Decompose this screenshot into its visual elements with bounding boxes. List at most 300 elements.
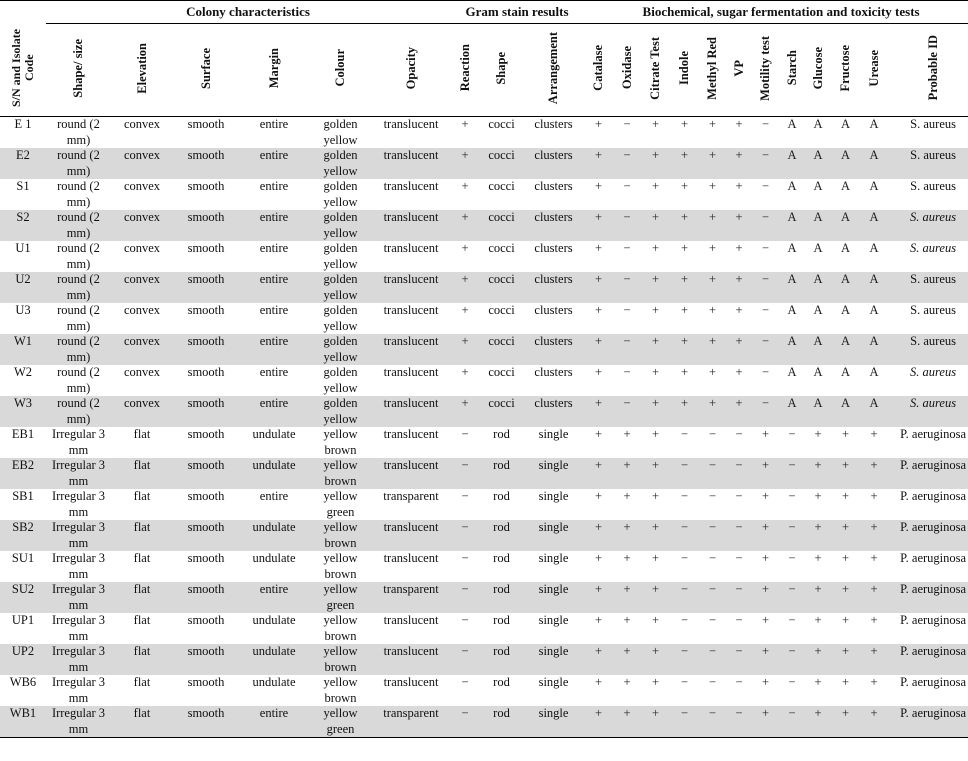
shape-size-cell: Irregular 3 mm [51,644,106,674]
column-header [860,24,888,117]
test-result-cell: + [870,427,878,441]
table-row [0,551,968,582]
column-header [309,24,372,117]
gram-reaction-cell: − [461,706,469,720]
test-result-cell: − [708,489,717,503]
test-result-cell: − [788,458,796,472]
column-header [173,24,239,117]
test-result-cell: − [761,179,770,193]
column-header [584,24,613,117]
test-result-cell: − [761,210,770,224]
test-result-cell: + [651,520,660,534]
isolate-code-cell: WB6 [9,675,37,689]
test-result-cell: − [623,241,631,255]
test-result-cell: + [870,613,878,627]
test-result-cell: − [623,272,631,286]
table-body [0,117,968,738]
gram-reaction-cell: + [461,117,469,131]
opacity-cell: transparent [383,489,439,503]
gram-reaction-cell: + [461,179,469,193]
probable-id-cell: S. aureus [910,241,957,255]
test-result-cell: + [680,179,689,193]
opacity-cell: translucent [383,148,439,162]
test-result-cell: A [841,334,851,348]
test-result-cell: + [841,644,850,658]
column-header [831,24,860,117]
opacity-cell: translucent [383,520,439,534]
gram-shape-cell: rod [493,582,510,596]
test-result-cell: + [594,644,603,658]
test-result-cell: − [708,427,717,441]
test-result-cell: − [680,582,689,596]
test-result-cell: + [623,458,631,472]
table-row [0,427,968,458]
gram-shape-cell: cocci [488,241,515,255]
colour-cell: golden yellow [323,148,358,178]
colour-cell: golden yellow [323,241,358,271]
test-result-cell: + [594,303,603,317]
surface-cell: smooth [187,458,225,472]
opacity-cell: translucent [383,396,439,410]
test-result-cell: − [788,427,796,441]
test-result-cell: A [787,365,797,379]
test-result-cell: − [708,582,717,596]
test-result-cell: + [814,458,822,472]
test-result-cell: − [735,675,743,689]
test-result-cell: − [708,675,717,689]
gram-reaction-cell: − [461,551,469,565]
test-result-cell: + [761,551,770,565]
margin-cell: entire [259,272,289,286]
test-result-cell: − [788,706,796,720]
probable-id-cell: P. aeruginosa [900,644,967,658]
isolate-code-cell: SB2 [12,520,34,534]
test-result-cell: − [761,117,770,131]
isolate-code-cell: U2 [15,272,31,286]
gram-shape-cell: cocci [488,179,515,193]
test-result-cell: − [680,675,689,689]
shape-size-cell: Irregular 3 mm [51,551,106,581]
probable-id-cell: P. aeruginosa [900,675,967,689]
test-result-cell: + [841,675,850,689]
column-header [372,24,450,117]
table-row [0,210,968,241]
test-result-cell: + [651,303,660,317]
test-result-cell: + [594,272,603,286]
column-header-label: Shape [494,51,508,85]
test-result-cell: − [761,334,770,348]
gram-shape-cell: rod [493,520,510,534]
test-result-cell: − [708,520,717,534]
test-result-cell: + [594,675,603,689]
margin-cell: undulate [252,427,296,441]
gram-shape-cell: rod [493,427,510,441]
table-row [0,334,968,365]
gram-reaction-cell: − [461,644,469,658]
gram-reaction-cell: − [461,427,469,441]
gram-shape-cell: rod [493,489,510,503]
test-result-cell: + [623,427,631,441]
test-result-cell: + [841,551,850,565]
table-row [0,706,968,738]
test-result-cell: + [651,489,660,503]
probable-id-cell: P. aeruginosa [900,489,967,503]
test-result-cell: + [870,675,878,689]
test-result-cell: + [651,179,660,193]
test-result-cell: A [813,396,823,410]
test-result-cell: − [680,458,689,472]
column-header-label: Urease [866,49,881,87]
gram-shape-cell: cocci [488,303,515,317]
test-result-cell: + [841,489,850,503]
test-result-cell: A [869,241,879,255]
elevation-cell: convex [123,117,161,131]
colour-cell: golden yellow [323,117,358,147]
test-result-cell: A [813,272,823,286]
isolate-code-cell: UP1 [11,613,35,627]
elevation-cell: flat [133,489,151,503]
shape-size-cell: round (2 mm) [57,303,100,333]
colour-cell: golden yellow [323,272,358,302]
opacity-cell: translucent [383,613,439,627]
elevation-cell: flat [133,706,151,720]
test-result-cell: A [869,210,879,224]
test-result-cell: − [788,520,796,534]
table-row [0,458,968,489]
gram-reaction-cell: − [461,489,469,503]
test-result-cell: A [841,396,851,410]
isolate-code-cell: W1 [13,334,33,348]
gram-reaction-cell: + [461,210,469,224]
colour-cell: yellow brown [323,675,358,705]
test-result-cell: + [651,675,660,689]
test-result-cell: + [735,210,743,224]
test-result-cell: − [761,303,770,317]
isolate-code-cell: E2 [16,148,30,162]
test-result-cell: A [787,148,797,162]
shape-size-cell: round (2 mm) [57,334,100,364]
shape-size-cell: Irregular 3 mm [51,582,106,612]
probable-id-cell: S. aureus [910,365,957,379]
gram-reaction-cell: + [461,303,469,317]
shape-size-cell: round (2 mm) [57,210,100,240]
test-result-cell: + [651,117,660,131]
arrangement-cell: single [538,427,569,441]
probable-id-cell: P. aeruginosa [900,706,967,720]
group-colony: Colony characteristics [46,1,450,24]
test-result-cell: A [787,241,797,255]
margin-cell: entire [259,334,289,348]
colour-cell: golden yellow [323,334,358,364]
test-result-cell: + [870,644,878,658]
test-result-cell: + [680,117,689,131]
test-result-cell: + [680,334,689,348]
test-result-cell: + [761,582,770,596]
surface-cell: smooth [187,644,225,658]
isolate-code-cell: EB1 [11,427,35,441]
test-result-cell: + [761,613,770,627]
test-result-cell: + [594,179,603,193]
test-result-cell: + [651,272,660,286]
table-row [0,148,968,179]
elevation-cell: convex [123,334,161,348]
test-result-cell: − [623,365,631,379]
gram-reaction-cell: + [461,365,469,379]
colour-cell: yellow brown [323,427,358,457]
opacity-cell: translucent [383,427,439,441]
gram-reaction-cell: − [461,675,469,689]
arrangement-cell: single [538,675,569,689]
test-result-cell: + [814,520,822,534]
table-row [0,396,968,427]
isolate-code-cell: W3 [13,396,33,410]
test-result-cell: − [735,706,743,720]
test-result-cell: + [708,117,717,131]
test-result-cell: + [594,117,603,131]
colour-cell: yellow brown [323,613,358,643]
gram-reaction-cell: + [461,148,469,162]
test-result-cell: A [787,303,797,317]
margin-cell: entire [259,241,289,255]
column-header-label: VP [731,59,746,77]
test-result-cell: − [708,551,717,565]
test-result-cell: − [735,489,743,503]
column-header-row [0,24,968,117]
test-result-cell: + [594,489,603,503]
isolate-code-cell: SU1 [11,551,35,565]
gram-shape-cell: cocci [488,117,515,131]
arrangement-cell: single [538,458,569,472]
test-result-cell: + [708,365,717,379]
test-result-cell: − [680,706,689,720]
margin-cell: entire [259,582,289,596]
test-result-cell: − [735,427,743,441]
test-result-cell: − [708,458,717,472]
column-header-label: Catalase [591,45,606,91]
elevation-cell: convex [123,365,161,379]
test-result-cell: + [841,427,850,441]
test-result-cell: + [814,644,822,658]
surface-cell: smooth [187,117,225,131]
test-result-cell: + [651,458,660,472]
test-result-cell: + [814,551,822,565]
test-result-cell: + [594,241,603,255]
shape-size-cell: Irregular 3 mm [51,675,106,705]
gram-reaction-cell: + [461,396,469,410]
table-row [0,365,968,396]
test-result-cell: − [680,551,689,565]
opacity-cell: transparent [383,706,439,720]
test-result-cell: + [814,489,822,503]
column-header [111,24,173,117]
colour-cell: golden yellow [323,303,358,333]
test-result-cell: − [680,489,689,503]
test-result-cell: + [761,644,770,658]
test-result-cell: A [841,272,851,286]
opacity-cell: translucent [383,303,439,317]
test-result-cell: + [651,427,660,441]
test-result-cell: A [841,179,851,193]
test-result-cell: A [869,303,879,317]
test-result-cell: + [708,179,717,193]
test-result-cell: + [841,613,850,627]
colour-cell: golden yellow [323,365,358,395]
test-result-cell: A [787,272,797,286]
column-header [523,24,584,117]
test-result-cell: + [680,303,689,317]
opacity-cell: transparent [383,582,439,596]
column-header-label: Reaction [457,44,472,92]
margin-cell: entire [259,489,289,503]
shape-size-cell: round (2 mm) [57,396,100,426]
gram-shape-cell: rod [493,551,510,565]
test-result-cell: − [708,613,717,627]
test-result-cell: + [735,148,743,162]
margin-cell: undulate [252,644,296,658]
column-header [239,24,309,117]
shape-size-cell: round (2 mm) [57,179,100,209]
test-result-cell: − [680,613,689,627]
isolate-code-cell: SU2 [11,582,35,596]
test-result-cell: + [735,117,743,131]
test-result-cell: − [761,396,770,410]
test-result-cell: A [813,241,823,255]
arrangement-cell: clusters [534,179,573,193]
surface-cell: smooth [187,613,225,627]
colour-cell: yellow green [323,582,358,612]
gram-reaction-cell: − [461,520,469,534]
test-result-cell: + [623,520,631,534]
test-result-cell: A [813,148,823,162]
margin-cell: entire [259,117,289,131]
margin-cell: undulate [252,520,296,534]
test-result-cell: + [594,706,603,720]
test-result-cell: + [623,706,631,720]
table-row [0,675,968,706]
test-result-cell: − [788,582,796,596]
test-result-cell: + [594,334,603,348]
test-result-cell: + [841,582,850,596]
column-header-label: Starch [784,50,799,86]
test-result-cell: A [841,210,851,224]
test-result-cell: + [594,148,603,162]
surface-cell: smooth [187,582,225,596]
test-result-cell: + [841,706,850,720]
column-header-label: Probable ID [925,35,940,101]
surface-cell: smooth [187,210,225,224]
column-header [726,24,752,117]
test-result-cell: − [788,675,796,689]
test-result-cell: − [735,644,743,658]
test-result-cell: + [680,272,689,286]
probable-id-cell: S. aureus [910,210,957,224]
table-row [0,241,968,272]
elevation-cell: convex [123,148,161,162]
arrangement-cell: clusters [534,117,573,131]
column-header-label: Motility test [758,35,773,101]
test-result-cell: − [623,396,631,410]
surface-cell: smooth [187,303,225,317]
gram-reaction-cell: − [461,458,469,472]
shape-size-cell: round (2 mm) [57,272,100,302]
arrangement-cell: clusters [534,272,573,286]
isolate-code-cell: U3 [15,303,31,317]
test-result-cell: − [735,582,743,596]
column-header-label: Arrangement [546,31,560,105]
test-result-cell: + [594,210,603,224]
test-result-cell: A [841,117,851,131]
arrangement-cell: clusters [534,365,573,379]
surface-cell: smooth [187,551,225,565]
opacity-cell: translucent [383,675,439,689]
surface-cell: smooth [187,675,225,689]
gram-shape-cell: cocci [488,272,515,286]
column-header-label: Methyl Red [705,36,720,100]
gram-shape-cell: cocci [488,365,515,379]
probable-id-cell: S. aureus [910,117,956,131]
column-header-label: Glucose [810,46,825,90]
colour-cell: yellow brown [323,644,358,674]
colour-cell: yellow brown [323,458,358,488]
opacity-cell: translucent [383,117,439,131]
test-result-cell: − [788,489,796,503]
arrangement-cell: clusters [534,334,573,348]
arrangement-cell: clusters [534,241,573,255]
test-result-cell: A [787,396,797,410]
arrangement-cell: clusters [534,210,573,224]
test-result-cell: − [708,644,717,658]
elevation-cell: flat [133,613,151,627]
shape-size-cell: Irregular 3 mm [51,458,106,488]
test-result-cell: + [594,365,603,379]
test-result-cell: − [680,644,689,658]
column-header [670,24,699,117]
surface-cell: smooth [187,706,225,720]
test-result-cell: + [623,644,631,658]
table-row [0,582,968,613]
test-result-cell: + [870,458,878,472]
test-result-cell: A [787,210,797,224]
margin-cell: entire [259,365,289,379]
elevation-cell: flat [133,520,151,534]
gram-shape-cell: rod [493,458,510,472]
column-header-label: S/N and Isolate Code [9,28,36,107]
test-result-cell: A [869,334,879,348]
test-result-cell: A [813,210,823,224]
shape-size-cell: round (2 mm) [57,148,100,178]
test-result-cell: A [869,148,879,162]
elevation-cell: convex [123,179,161,193]
surface-cell: smooth [187,148,225,162]
test-result-cell: + [623,675,631,689]
test-result-cell: + [870,489,878,503]
margin-cell: undulate [252,613,296,627]
gram-reaction-cell: − [461,613,469,627]
test-result-cell: + [708,396,717,410]
shape-size-cell: Irregular 3 mm [51,706,106,736]
column-header [641,24,670,117]
test-result-cell: + [594,396,603,410]
test-result-cell: A [869,179,879,193]
elevation-cell: flat [133,458,151,472]
surface-cell: smooth [187,179,225,193]
test-result-cell: + [623,551,631,565]
opacity-cell: translucent [383,365,439,379]
table-row [0,272,968,303]
colour-cell: yellow green [323,489,358,519]
test-result-cell: + [680,241,689,255]
elevation-cell: convex [123,272,161,286]
